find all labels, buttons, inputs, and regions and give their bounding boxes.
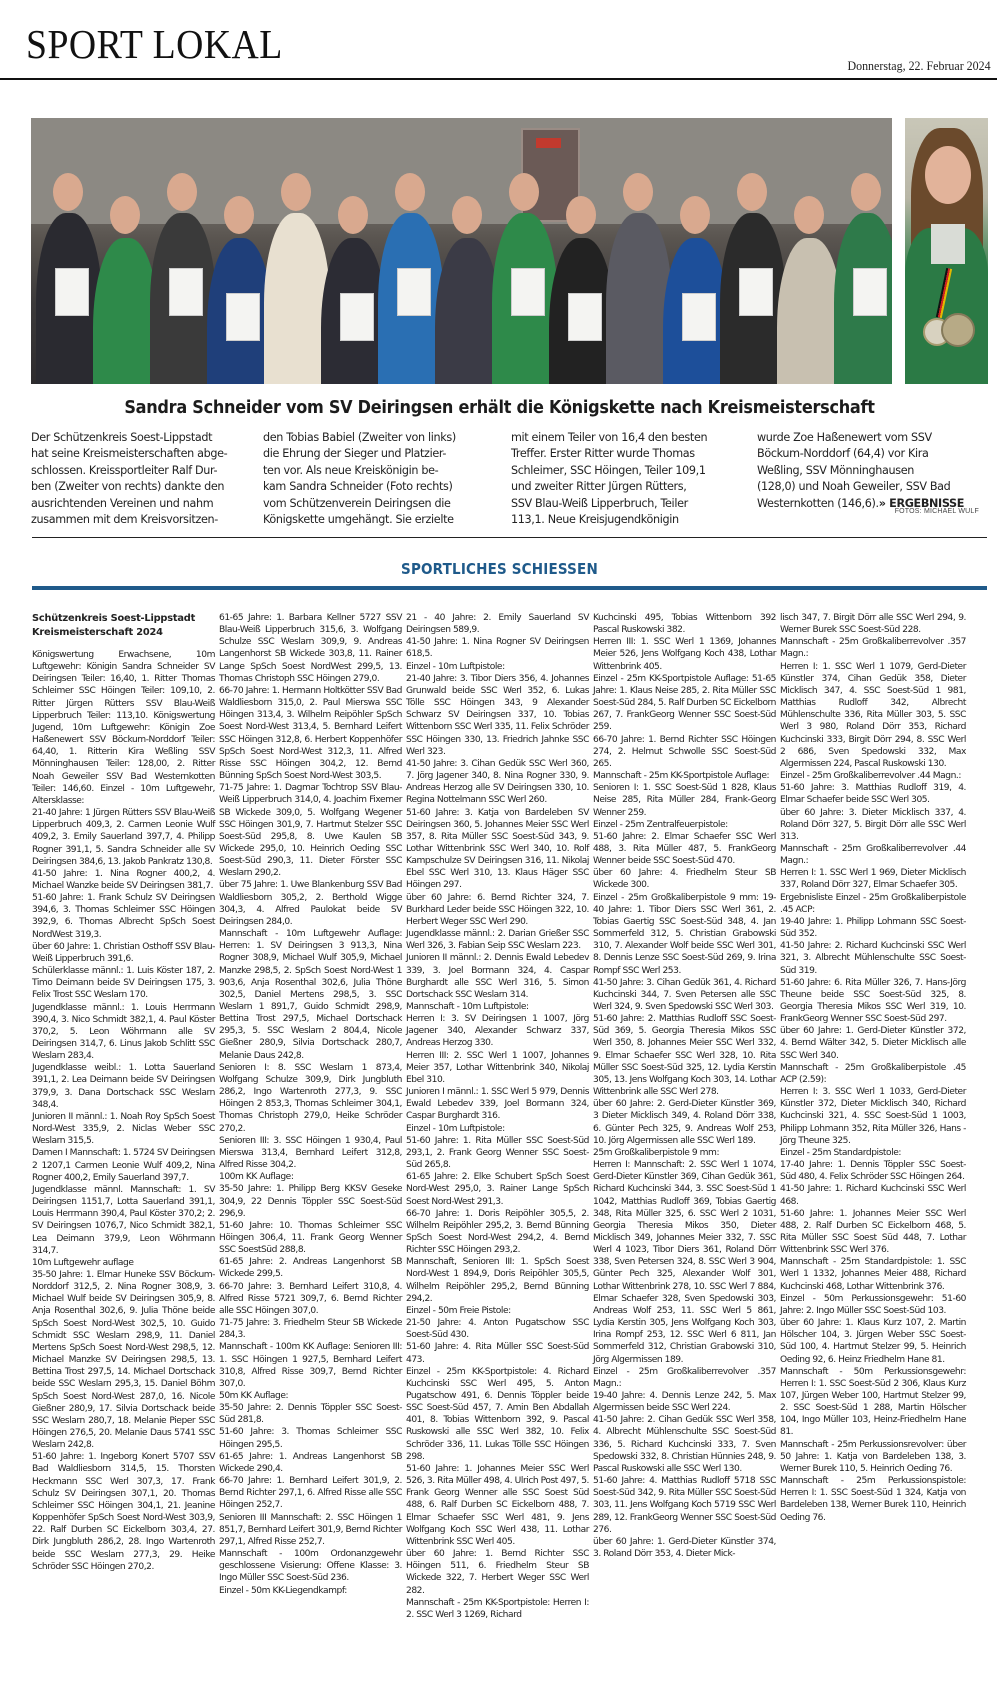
photo-person-head bbox=[167, 173, 197, 211]
photo-person-head bbox=[452, 196, 482, 234]
results-heading-line1: Schützenkreis Soest-Lippstadt bbox=[32, 613, 196, 624]
photo-person-head bbox=[851, 173, 881, 211]
group-photo bbox=[31, 118, 892, 384]
result-entry: Senioren I: 8. SSC Weslarn 1 873,4, Wolfgang Schulze 309,9, Dirk Jungbluth 286,2, Ingo Wartenroth 277,3, 9. SSC Höingen 2 853,3, Thomas Schleimer 304,1, Thomas Christoph 279,0, Heike Schröder 270,2. bbox=[219, 1062, 402, 1134]
result-entry: Mannschaft - 25m Perkussionsrevolver: über 50 Jahre: 1. Katja von Bardeleben 138, 3. Werner Burek 110, 5. Heinrich Oeding 76. bbox=[780, 1439, 966, 1474]
result-entry: 71-75 Jahre: 1. Dagmar Tochtrop SSV Blau-Weiß Lipperbruch 314,0, 4. Joachim Fixemer SB Wickede 309,0, 5. Wolfgang Wegener SSC Höingen 301,9, 7. Hartmut Stelzer SSC Soest-Süd 295,8, 8. Uwe Kaulen SB Wickede 295,0, 10. Heinrich Oeding SSC Soest-Süd 290,3, 11. Dieter Förster SSC Weslarn 290,2. bbox=[219, 783, 402, 879]
result-entry: Mannschaft - 25m Perkussionspistole: Herren I: 1. SSC Soest-Süd 1 324, Katja von Bardeleben 138, Werner Burek 110, Heinrich Oeding 76. bbox=[780, 1476, 966, 1523]
result-entry: 51-60 Jahre: 2. Matthias Rudloff SSC Soest-Süd 369, 5. Georgia Theresia Mikos SSC Werl 350, 8. Johannes Meier SSC Werl 332, 9. Elmar Schaefer SSC Werl 328, 10. Rita Müller SSC Soest-Süd 325, 12. Lydia Kerstin 305, 13. Jens Wolfgang Koch 303, 14. Lothar Wittenbrink alle SSC Werl 278. bbox=[593, 1014, 776, 1098]
result-entry: Junioren II männl.: 2. Dennis Ewald Lebedev 339, 3. Joel Bormann 324, 4. Caspar Burghardt alle SSC Werl 316, 5. Simon Dortschack SSC Weslarn 314. bbox=[406, 953, 589, 1000]
result-entry: Mannschaft - 25m Standardpistole: 1. SSC Werl 1 1332, Johannes Meier 488, Richard Kuchcinski 468, Lothar Wittenbrink 376. bbox=[780, 1257, 966, 1292]
intro-line: SSV Blau-Weiß Lipperbruch, Teiler bbox=[511, 496, 688, 510]
result-entry: 35-50 Jahre: 2. Dennis Töppler SSC Soest-Süd 281,8. bbox=[219, 1403, 402, 1426]
certificate bbox=[853, 268, 887, 316]
medal-icon-2 bbox=[941, 313, 975, 347]
result-entry: 41-50 Jahre: 1. Nina Rogner SV Deiringsen 618,5. bbox=[406, 637, 589, 660]
result-entry: Damen I Mannschaft: 1. 5724 SV Deiringsen 2 1207,1 Carmen Leonie Wulf 409,2, Nina Rogner 400,2, Emily Sauerland 397,7. bbox=[32, 1148, 215, 1183]
result-entry: Mannschaft - 100m Ordonanzgewehr geschlossene Visierung: Offene Klasse: 3. Ingo Müller SSC Soest-Süd 236. bbox=[219, 1549, 402, 1584]
intro-line: Weßling, SSV Mönninghausen bbox=[757, 463, 914, 477]
intro-line: wurde Zoe Haßenewert vom SSV bbox=[757, 431, 932, 444]
result-entry: über 60 Jahre: 6. Bernd Richter 324, 7. Burkhard Leder beide SSC Höingen 322, 10. Herbert Weger SSC Werl 290. bbox=[406, 892, 589, 927]
section-divider bbox=[32, 537, 987, 538]
photo-person-head bbox=[737, 173, 767, 211]
results-column-5 bbox=[780, 612, 966, 1524]
result-entry: Herren I: 1. SSC Werl 1 969, Dieter Micklisch 337, Roland Dörr 327, Elmar Schaefer 305. bbox=[780, 868, 966, 891]
photo-door-sign bbox=[536, 138, 561, 148]
section-blue-rule bbox=[32, 586, 987, 590]
result-entry: über 60 Jahre: 1. Christian Osthoff SSV Blau-Weiß Lipperbruch 391,6. bbox=[32, 941, 215, 964]
photo-person-head bbox=[110, 196, 140, 234]
intro-line: ausrichtenden Vereinen und nahm bbox=[31, 496, 214, 510]
result-entry: 41-50 Jahre: 2. Richard Kuchcinski SSC Werl 321, 3. Albrecht Mühlenschulte SSC Soest-Süd 319. bbox=[780, 941, 966, 976]
result-entry: Junioren II männl.: 1. Noah Roy SpSch Soest Nord-West 335,9, 2. Niclas Weber SSC Weslarn 315,5. bbox=[32, 1111, 215, 1147]
result-entry: 51-60 Jahre: 2. Elmar Schaefer SSC Werl 488, 3. Rita Müller 487, 5. FrankGeorg Wenner beide SSC Soest-Süd 470. bbox=[593, 831, 776, 867]
result-entry: Königswertung Erwachsene, 10m Luftgewehr: Königin Sandra Schneider SV Deiringsen Teiler: 16,40, 1. Ritter Thomas Schleimer SSC Höingen Teiler: 109,10, 2. Ritter Jürgen Rütters SSV Blau-Weiß Lipperbruch Teiler: 113,10. Königswertung Jugend, 10m Luftgewehr: Königin Zoe Haßenewert SSV Böckum-Norddorf Teiler: 64,40, 1. Ritterin Kira Weßling SSV Mönninghausen Teiler: 128,00, 2. Ritter Noah Geweiler SSV Bad Westernkotten Teiler: 146,60. Einzel - 10m Luftgewehr, Altersklasse: bbox=[32, 650, 215, 806]
result-entry: lisch 347, 7. Birgit Dörr alle SSC Werl 294, 9. Werner Burek SSC Soest-Süd 228. bbox=[780, 613, 966, 636]
result-entry: 41-50 Jahre: 1. Richard Kuchcinski SSC Werl 468. bbox=[780, 1184, 966, 1207]
results-column-3 bbox=[406, 612, 589, 1621]
result-entry: 19-40 Jahre: 4. Dennis Lenze 242, 5. Max Algermissen beide SSC Werl 224. bbox=[593, 1391, 776, 1414]
intro-line: vom Schützenverein Deiringsen die bbox=[263, 496, 451, 510]
result-entry: 61-65 Jahre: 2. Elke Schubert SpSch Soest Nord-West 295,0, 3. Rainer Lange SpSch Soest Nord-West 291,3. bbox=[406, 1172, 589, 1207]
result-entry: über 60 Jahre: 2. Gerd-Dieter Künstler 369, 3 Dieter Micklisch 349, 4. Roland Dörr 338, 6. Günter Pech 325, 9. Andreas Wolf 253, 10. Jörg Algermissen alle SSC Werl 189. bbox=[593, 1099, 776, 1146]
masthead-title: SPORT LOKAL bbox=[26, 21, 283, 67]
result-entry: 66-70 Jahre: 3. Bernhard Leifert 310,8, 4. Alfred Risse 5721 309,7, 6. Bernd Richter alle SSC Höingen 307,0. bbox=[219, 1281, 402, 1316]
result-entry: Mannschaft, Senioren III: 1. SpSch Soest Nord-West 1 894,9, Doris Reipöhler 305,5, Wilhelm Reipöhler 295,2, Bernd Bünning 294,2. bbox=[406, 1257, 589, 1304]
portrait-photo bbox=[905, 118, 988, 384]
intro-line: mit einem Teiler von 16,4 den besten bbox=[511, 431, 708, 444]
result-entry: Mannschaft - 50m Perkussionsgewehr: Herren I: 1. SSC Soest-Süd 2 306, Klaus Kurz 107, Jürgen Weber 100, Hartmut Stelzer 99, 2. SSC Soest-Süd 1 288, Martin Hölscher 104, Ingo Müller 103, Heinz-Friedhelm Hane 81. bbox=[780, 1366, 966, 1438]
issue-date: Donnerstag, 22. Februar 2024 bbox=[847, 58, 991, 73]
photo-credit: FOTOS: MICHAEL WULF bbox=[894, 508, 979, 515]
photo-person-head bbox=[224, 196, 254, 234]
result-entry: 41-50 Jahre: 3. Cihan Gedük SSC Werl 360, 7. Jörg Jagener 340, 8. Nina Rogner 330, 9. Andreas Herzog alle SV Deiringsen 330, 10. Regina Nottelmann SSC Werl 260. bbox=[406, 758, 589, 806]
result-entry: Herren III: 2. SSC Werl 1 1007, Johannes Meier 357, Lothar Wittenbrink 340, Nikolaj Ebel 310. bbox=[406, 1050, 589, 1085]
more-results-link[interactable]: » ERGEBNISSE bbox=[878, 496, 965, 510]
result-entry: Mannschaft - 10m Luftpistole: bbox=[406, 1002, 529, 1012]
result-entry: 51-60 Jahre: 3. Matthias Rudloff 319, 4. Elmar Schaefer beide SSC Werl 305. bbox=[780, 783, 966, 806]
result-entry: Herren I: 3. SSC Werl 1 1033, Gerd-Dieter Künstler 372, Dieter Micklisch 340, Richard Kuchcinski 321, 4. SSC Soest-Süd 1 1003, Philipp Lohmann 352, Rita Müller 326, Hans - Jörg Theune 325. bbox=[780, 1087, 966, 1146]
result-entry: Einzel - 50m KK-Liegendkampf: bbox=[219, 1585, 347, 1596]
result-entry: Mannschaft - 25m Großkaliberrevolver .357 Magn.: bbox=[780, 637, 966, 660]
intro-column-1 bbox=[31, 430, 227, 528]
result-entry: 51-60 Jahre: 1. Frank Schulz SV Deiringsen 394,6, 3. Thomas Schleimer SSC Höingen 392,9, 6. Thomas Albrecht SpSch Soest NordWest 319,3. bbox=[32, 893, 215, 940]
result-entry: 61-65 Jahre: 2. Andreas Langenhorst SB Wickede 299,5. bbox=[219, 1257, 402, 1280]
result-entry: 61-65 Jahre: 1. Andreas Langenhorst SB Wickede 290,4. bbox=[219, 1451, 402, 1474]
intro-line: Westernkotten (146,6).» ERGEBNISSE bbox=[757, 496, 965, 510]
intro-column-4 bbox=[757, 430, 964, 512]
results-column-2 bbox=[219, 612, 402, 1597]
result-entry: 35-50 Jahre: 1. Elmar Huneke SSV Böckum-Norddorf 312,5, 2. Nina Rogner 308,9, 3. Michael Wulf beide SV Deiringsen 305,9, 8. Anja Rosenthal 302,6, 9. Julia Thöne beide SpSch Soest Nord-West 302,5, 10. Guido Schmidt SSC Weslarn 298,9, 11. Daniel Mertens SpSch Soest Nord-West 298,5, 12. Michael Manzke SV Deiringsen 298,5, 13. Bettina Trost 297,5, 14. Michael Dortschack beide SSC Weslarn 295,3, 15. Daniel Böhm SpSch Soest Nord-West 287,0, 16. Nicole Gießner 280,9, 17. Silvia Dortschack beide SSC Weslarn 280,7, 18. Melanie Pieper SSC Höingen 276,5, 20. Melanie Daus 5741 SSC Weslarn 242,8. bbox=[32, 1269, 215, 1451]
result-entry: 50m KK Auflage: bbox=[219, 1391, 289, 1401]
result-entry: Mannschaft - 25m KK-Sportpistole: Herren I: 2. SSC Werl 3 1269, Richard bbox=[406, 1597, 589, 1620]
result-entry: 100m KK Auflage: bbox=[219, 1172, 294, 1183]
result-entry: Schülerklasse männl.: 1. Luis Köster 187, 2. Timo Deimann beide SV Deiringsen 175, 3. Felix Trost SSC Weslarn 170. bbox=[32, 966, 215, 1001]
result-entry: Herren III: 1. SSC Werl 1 1369, Johannes Meier 526, Jens Wolfgang Koch 438, Lothar Wittenbrink 405. bbox=[593, 637, 776, 672]
result-entry: 35-50 Jahre: 1. Philipp Berg KKSV Geseke 304,9, 22 Dennis Töppler SSC Soest-Süd 296,9. bbox=[219, 1184, 402, 1219]
certificate bbox=[340, 293, 374, 341]
result-entry: 51-60 Jahre: 1. Ingeborg Konert 5707 SSV Bad Waldliesborn 314,5, 15. Thorsten Heckmann SSC Werl 307,3, 17. Frank Schulz SV Deiringsen 307,1, 20. Thomas Schleimer SSC Höingen 304,1, 21. Jeanine Koppenhöfer SpSch Soest Nord-West 303,9, 22. Ralf Durben SC Eickelborn 303,4, 27. Dirk Jungbluth 286,2, 28. Ingo Wartenroth beide SSC Weslarn 277,3, 29. Heike Schröder SSC Höingen 270,2. bbox=[32, 1452, 215, 1572]
result-entry: Jugendklasse männl. Mannschaft: 1. SV Deiringsen 1151,7, Lotta Sauerland 391,1, Louis Herrmann 390,4, Paul Köster 370,2; 2. SV Deiringsen 1076,7, Nico Schmidt 382,1, Lea Deimann 379,9, Leon Wöhrmann 314,7. bbox=[32, 1184, 215, 1256]
intro-line: zusammen mit dem Kreisvorsitzen- bbox=[31, 513, 218, 527]
header-divider bbox=[0, 78, 997, 80]
result-entry: über 60 Jahre: 1. Klaus Kurz 107, 2. Martin Hölscher 104, 3. Jürgen Weber SSC Soest-Süd 100, 4. Hartmut Stelzer 99, 5. Heinrich Oeding 92, 6. Heinz Friedhelm Hane 81. bbox=[780, 1318, 966, 1365]
intro-line: (128,0) und Noah Geweiler, SSV Bad bbox=[757, 480, 951, 494]
results-column-4 bbox=[593, 612, 776, 1560]
result-entry: über 60 Jahre: 1. Bernd Richter SSC Höingen 511, 6. Friedhelm Steur SB Wickede 322, 7. Herbert Weger SSC Werl 282. bbox=[406, 1549, 589, 1596]
result-entry: 66-70 Jahre: 1. Bernhard Leifert 301,9, 2. Bernd Richter 297,1, 6. Alfred Risse alle SSC Höingen 252,7. bbox=[219, 1476, 402, 1511]
result-entry: Junioren I männl.: 1. SSC Werl 5 979, Dennis Ewald Lebedev 339, Joel Bormann 324, Caspar Burghardt 316. bbox=[406, 1087, 589, 1122]
portrait-collar bbox=[931, 224, 965, 264]
result-entry: 66-70 Jahre: 1. Doris Reipöhler 305,5, 2. Wilhelm Reipöhler 295,2, 3. Bernd Bünning SpSch Soest Nord-West 294,2, 4. Bernd Richter SSC Höingen 293,2. bbox=[406, 1208, 589, 1256]
result-entry: Einzel - 25m Großkaliberrevolver .357 Magn.: bbox=[593, 1366, 776, 1389]
article-headline: Sandra Schneider vom SV Deiringsen erhält die Königskette nach Kreismeisterschaft bbox=[124, 398, 875, 418]
result-entry: Mannschaft - 10m Luftgewehr Auflage: Herren: 1. SV Deiringsen 3 913,3, Nina Rogner 308,9, Michael Wulf 305,9, Michael Manzke 298,5, 2. SpSch Soest Nord-West 1 903,6, Anja Rosenthal 302,6, Julia Thöne 302,5, Daniel Mertens 298,5, 3. SSC Weslarn 1 891,7, Guido Schmidt 298,9, Bettina Trost 297,5, Michael Dortschack 295,3, 5. SSC Weslarn 2 804,4, Nicole Gießner 280,9, Silvia Dortschack 280,7, Melanie Daus 242,8. bbox=[219, 929, 402, 1061]
result-entry: 61-65 Jahre: 1. Barbara Kellner 5727 SSV Blau-Weiß Lipperbruch 315,6, 3. Wolfgang Schulze SSC Weslarn 309,9, 9. Andreas Langenhorst SB Wickede 303,8, 11. Rainer Lange SpSch Soest NordWest 299,5, 13. Thomas Christoph SSC Höingen 279,0. bbox=[219, 613, 402, 684]
result-entry: Mannschaft - 100m KK Auflage: Senioren III: 1. SSC Höingen 1 927,5, Bernhard Leifert 310,8, Alfred Risse 309,7, Bernd Richter 307,0. bbox=[219, 1342, 402, 1389]
result-entry: 51-60 Jahre: 4. Matthias Rudloff 5718 SSC Soest-Süd 342, 9. Rita Müller SSC Soest-Süd 303, 11. Jens Wolfgang Koch 5719 SSC Werl 289, 12. FrankGeorg Wenner SSC Soest-Süd 276. bbox=[593, 1476, 776, 1535]
photo-person-head bbox=[509, 173, 539, 211]
result-entry: 21 - 40 Jahre: 2. Emily Sauerland SV Deiringsen 589,9. bbox=[406, 613, 589, 636]
result-entry: 25m Großkaliberpistole 9 mm: bbox=[593, 1147, 720, 1158]
certificate bbox=[568, 293, 602, 341]
result-entry: 66-70 Jahre: 1. Hermann Holtkötter SSV Bad Waldliesborn 315,0, 2. Paul Mierswa SSC Höingen 313,4, 3. Wilhelm Reipöhler SpSch Soest Nord-West 313,4, 5. Bernhard Leifert SSC Höingen 312,8, 6. Herbert Koppenhöfer SpSch Soest Nord-West 312,3, 11. Alfred Risse SSC Höingen 304,2, 12. Bernd Bünning SpSch Soest Nord-West 303,5. bbox=[219, 685, 402, 782]
section-title: SPORTLICHES SCHIESSEN bbox=[401, 560, 598, 578]
intro-line: ben (Zweiter von rechts) dankte den bbox=[31, 480, 225, 494]
result-entry: 51-60 Jahre: 1. Johannes Meier SSC Werl 488, 2. Ralf Durben SC Eickelborn 468, 5. Rita Müller SSC Soest Süd 448, 7. Lothar Wittenbrink SSC Werl 376. bbox=[780, 1208, 966, 1256]
result-entry: Einzel - 10m Luftpistole: bbox=[406, 1123, 505, 1134]
result-entry: Jugendklasse weibl.: 1. Lotta Sauerland 391,1, 2. Lea Deimann beide SV Deiringsen 379,9, 3. Dana Dortschack SSC Weslarn 348,4. bbox=[32, 1063, 215, 1110]
intro-line: den Tobias Babiel (Zweiter von links) bbox=[263, 431, 456, 444]
intro-line: die Ehrung der Sieger und Platzier- bbox=[263, 447, 447, 461]
result-entry: Einzel - 25m Großkaliberpistole 9 mm: 19-40 Jahre: 1. Tibor Diers SSC Werl 361, 2. Tobias Gaertig SSC Soest-Süd 348, 4. Jan Sommerfeld 312, 5. Christian Grabowski 310, 7. Alexander Wolf beide SSC Werl 301, 8. Dennis Lenze SSC Soest-Süd 269, 9. Irina Rompf SSC Werl 253. bbox=[593, 892, 776, 976]
photo-person-head bbox=[53, 173, 83, 211]
result-entry: über 75 Jahre: 1. Uwe Blankenburg SSV Bad Waldliesborn 305,2, 2. Berthold Wigge 304,3, 4. Alfred Paulokat beide SV Deiringsen 284,0. bbox=[219, 880, 402, 927]
portrait-face bbox=[925, 146, 971, 204]
result-entry: 66-70 Jahre: 1. Bernd Richter SSC Höingen 274, 2. Helmut Schwolle SSC Soest-Süd 265. bbox=[593, 734, 776, 769]
intro-line: hat seine Kreismeisterschaften abge- bbox=[31, 447, 228, 461]
result-entry: Einzel - 25m Standardpistole: bbox=[780, 1147, 901, 1158]
result-entry: 71-75 Jahre: 3. Friedhelm Steur SB Wickede 284,3. bbox=[219, 1318, 402, 1341]
result-entry: Herren I: Mannschaft: 2. SSC Werl 1 1074, Gerd-Dieter Künstler 369, Cihan Gedük 361, Richard Kuchcinski 344, 3. SSC Soest-Süd 1 1042, Matthias Rudloff 369, Tobias Gaertig 348, Rita Müller 325, 6. SSC Werl 2 1031, Georgia Theresia Mikos 350, Dieter Micklisch 349, Johannes Meier 332, 7. SSC Werl 4 1023, Tibor Diers 361, Roland Dörr 338, Sven Petersen 324, 8. SSC Werl 3 904, Günter Pech 325, Alexander Wolf 301, Lothar Wittenbrink 278, 10. SSC Werl 7 884, Elmar Schaefer 328, Sven Spedowski 303, Andreas Wolf 253, 11. SSC Werl 5 861, Lydia Kerstin 305, Jens Wolfgang Koch 303, Irina Rompf 253, 12. SSC Werl 6 811, Jan Sommerfeld 312, Christian Grabowski 310, Jörg Algermissen 189. bbox=[593, 1160, 776, 1365]
results-heading-line2: Kreismeisterschaft 2024 bbox=[32, 626, 163, 638]
result-entry: Einzel - 25m Großkaliberrevolver .44 Magn.: bbox=[780, 771, 961, 782]
intro-line: Treffer. Erster Ritter wurde Thomas bbox=[511, 447, 695, 461]
intro-line: und zweiter Ritter Jürgen Rütters, bbox=[511, 480, 687, 494]
photo-person-head bbox=[395, 173, 425, 211]
result-entry: Mannschaft - 25m KK-Sportpistole Auflage: bbox=[593, 771, 770, 782]
result-entry: 51-60 Jahre: 10. Thomas Schleimer SSC Höingen 306,4, 11. Frank Georg Wenner SSC SoestSüd 288,8. bbox=[219, 1220, 402, 1256]
intro-column-2 bbox=[263, 430, 456, 528]
intro-line: kam Sandra Schneider (Foto rechts) bbox=[263, 480, 453, 494]
certificate bbox=[55, 268, 89, 316]
result-entry: Einzel - 25m KK-Sportpistole: 4. Richard Kuchcinski SSC Werl 495, 5. Anton Pugatschow 491, 6. Dennis Töppler beide SSC Soest-Süd 457, 7. Amin Ben Abdallah 401, 8. Tobias Wittenborn 392, 9. Pascal Ruskowski alle SSC Werl 382, 10. Felix Schröder 336, 11. Lukas Tölle SSC Höingen 298. bbox=[406, 1366, 589, 1462]
result-entry: Einzel - 50m Freie Pistole: bbox=[406, 1305, 511, 1316]
result-entry: Jugendklasse männl.: 1. Louis Herrmann 390,4, 3. Nico Schmidt 382,1, 4. Paul Köster 370,2, 5. Leon Wöhrmann alle SV Deiringsen 314,7, 6. Linus Jakob Schlitt SSC Weslarn 283,4. bbox=[32, 1002, 215, 1062]
result-entry: Kuchcinski 495, Tobias Wittenborn 392 Pascal Ruskowski 382. bbox=[593, 613, 776, 636]
result-entry: Jugendklasse männl.: 2. Darian Grießer SSC Werl 326, 3. Fabian Seip SSC Weslarn 223. bbox=[406, 929, 589, 952]
photo-person-head bbox=[566, 196, 596, 234]
result-entry: 51-60 Jahre: 1. Johannes Meier SSC Werl 526, 3. Rita Müller 498, 4. Ulrich Post 497, 5. Frank Georg Wenner alle SSC Soest Süd 488, 6. Ralf Durben SC Eickelborn 488, 7. Elmar Schaefer SSC Werl 481, 9. Jens Wolfgang Koch SSC Werl 438, 11. Lothar Wittenbrink SSC Werl 405. bbox=[406, 1463, 589, 1547]
intro-column-3 bbox=[511, 430, 707, 528]
results-column-1 bbox=[32, 612, 215, 1573]
result-entry: 21-40 Jahre: 3. Tibor Diers 356, 4. Johannes Grunwald beide SSC Werl 352, 6. Lukas Tölle SSC Höingen 343, 9 Alexander Schwarz SV Deiringsen 337, 10. Tobias Wittenborn SSC Werl 335, 11. Felix Schröder SSC Höingen 330, 13. Friedrich Jahnke SSC Werl 323. bbox=[406, 673, 589, 757]
photo-person-head bbox=[680, 196, 710, 234]
photo-person-head bbox=[623, 173, 653, 211]
result-entry: 10m Luftgewehr auflage bbox=[32, 1257, 134, 1268]
result-entry: Senioren III Mannschaft: 2. SSC Höingen 1 851,7, Bernhard Leifert 301,9, Bernd Richter 297,1, Alfred Risse 252,7. bbox=[219, 1512, 402, 1547]
result-entry: über 60 Jahre: 3. Dieter Micklisch 337, 4. Roland Dörr 327, 5. Birgit Dörr alle SSC Werl 313. bbox=[780, 807, 966, 842]
intro-line: Der Schützenkreis Soest-Lippstadt bbox=[31, 431, 213, 444]
intro-line: Königskette umgehängt. Sie erzielte bbox=[263, 513, 454, 527]
intro-line: Böckum-Norddorf (64,4) vor Kira bbox=[757, 447, 929, 461]
results-heading bbox=[32, 612, 215, 639]
certificate bbox=[169, 268, 203, 316]
result-entry: 51-60 Jahre: 6. Rita Müller 326, 7. Hans-Jörg Theune beide SSC Soest-Süd 325, 8. Georgia Theresia Mikos SSC Werl 319, 10. FrankGeorg Wenner SSC Soest-Süd 297. bbox=[780, 977, 966, 1025]
photo-person-head bbox=[338, 196, 368, 234]
certificate bbox=[682, 293, 716, 341]
result-entry: Mannschaft - 25m Großkaliberpistole .45 ACP (2.59): bbox=[780, 1062, 966, 1085]
certificate bbox=[226, 293, 260, 341]
result-entry: 21-40 Jahre: 1 Jürgen Rütters SSV Blau-Weiß Lipperbruch 409,3, 2. Carmen Leonie Wulf 409,2, 3. Emily Sauerland 397,7, 4. Philipp Rogner 391,1, 5. Sandra Schneider alle SV Deiringsen 384,6, 13. Jakob Pankratz 130,8. bbox=[32, 808, 215, 867]
result-entry: Senioren III: 3. SSC Höingen 1 930,4, Paul Mierswa 313,4, Bernhard Leifert 312,8, Alfred Risse 304,2. bbox=[219, 1135, 402, 1171]
result-entry: Einzel - 10m Luftpistole: bbox=[406, 661, 505, 672]
result-entry: Einzel - 50m Perkussionsgewehr: 51-60 Jahre: 2. Ingo Müller SSC Soest-Süd 103. bbox=[780, 1293, 966, 1316]
intro-line: 113,1. Neue Kreisjugendkönigin bbox=[511, 513, 679, 527]
result-entry: Herren I: 3. SV Deiringsen 1 1007, Jörg Jagener 340, Alexander Schwarz 337, Andreas Herzog 330. bbox=[406, 1014, 589, 1049]
photo-person-head bbox=[281, 173, 311, 211]
intro-line: Schleimer, SSC Höingen, Teiler 109,1 bbox=[511, 463, 706, 477]
result-entry: 17-40 Jahre: 1. Dennis Töppler SSC Soest-Süd 480, 4. Felix Schröder SSC Höingen 264. bbox=[780, 1160, 966, 1183]
result-entry: 51-60 Jahre: 1. Rita Müller SSC Soest-Süd 293,1, 2. Frank Georg Wenner SSC Soest-Süd 265,8. bbox=[406, 1135, 589, 1171]
result-entry: 41-50 Jahre: 1. Nina Rogner 400,2, 4. Michael Wanzke beide SV Deiringsen 381,7. bbox=[32, 868, 215, 891]
result-entry: 51-60 Jahre: 4. Rita Müller SSC Soest-Süd 473. bbox=[406, 1342, 589, 1365]
result-entry: Senioren I: 1. SSC Soest-Süd 1 828, Klaus Neise 285, Rita Müller 284, Frank-Georg Wenner 259. bbox=[593, 783, 776, 818]
intro-line: schlossen. Kreissportleiter Ralf Dur- bbox=[31, 463, 218, 477]
result-entry: Einzel - 25m KK-Sportpistole Auflage: 51-65 Jahre: 1. Klaus Neise 285, 2. Rita Müller SSC Soest-Süd 284, 5. Ralf Durben SC Eickelborn 267, 7. FrankGeorg Wenner SSC Soest-Süd 259. bbox=[593, 673, 776, 733]
result-entry: über 60 Jahre: 1. Gerd-Dieter Künstler 374, 3. Roland Dörr 353, 4. Dieter Mick- bbox=[593, 1536, 776, 1560]
result-entry: Herren I: 1. SSC Werl 1 1079, Gerd-Dieter Künstler 374, Cihan Gedük 358, Dieter Micklisch 347, 4. SSC Soest-Süd 1 981, Matthias Rudloff 342, Albrecht Mühlenschulte 336, Rita Müller 303, 5. SSC Werl 3 980, Roland Dörr 353, Richard Kuchcinski 333, Birgit Dörr 294, 8. SSC Werl 2 686, Sven Spedowski 332, Max Algermissen 224, Pascal Ruskowski 130. bbox=[780, 661, 966, 769]
photo-person-head bbox=[794, 196, 824, 234]
result-entry: 41-50 Jahre: 2. Cihan Gedük SSC Werl 358, 4. Albrecht Mühlenschulte SSC Soest-Süd 336, 5. Richard Kuchcinski 333, 7. Sven Spedowski 332, 8. Christian Hünnies 248, 9. Pascal Ruskowski alle SSC Werl 130. bbox=[593, 1415, 776, 1474]
certificate bbox=[397, 268, 431, 316]
result-entry: über 60 Jahre: 1. Gerd-Dieter Künstler 372, 4. Bernd Wälter 342, 5. Dieter Micklisch alle SSC Werl 340. bbox=[780, 1026, 966, 1061]
intro-line: ten vor. Als neue Kreiskönigin be- bbox=[263, 463, 439, 477]
result-entry: 21-50 Jahre: 4. Anton Pugatschow SSC Soest-Süd 430. bbox=[406, 1318, 589, 1341]
certificate bbox=[739, 268, 773, 316]
result-entry: Ergebnisliste Einzel - 25m Großkaliberpistole .45 ACP: bbox=[780, 892, 966, 915]
result-entry: 19-40 Jahre: 1. Philipp Lohmann SSC Soest-Süd 352. bbox=[780, 916, 966, 940]
result-entry: 41-50 Jahre: 3. Cihan Gedük 361, 4. Richard Kuchcinski 344, 7. Sven Petersen alle SSC Werl 324, 9. Sven Spedowski SSC Werl 303. bbox=[593, 977, 776, 1012]
result-entry: 51-60 Jahre: 3. Katja von Bardeleben SV Deiringsen 360, 5. Johannes Meier SSC Werl 357, 8. Rita Müller SSC Soest-Süd 343, 9. Lothar Wittenbrink SSC Werl 340, 10. Rolf Kampschulze SV Deiringsen 316, 11. Nikolaj Ebel SSC Werl 310, 13. Klaus Häger SSC Höingen 297. bbox=[406, 807, 589, 891]
result-entry: 51-60 Jahre: 3. Thomas Schleimer SSC Höingen 295,5. bbox=[219, 1427, 402, 1450]
result-entry: Mannschaft - 25m Großkaliberrevolver .44 Magn.: bbox=[780, 843, 966, 867]
result-entry: über 60 Jahre: 4. Friedhelm Steur SB Wickede 300. bbox=[593, 868, 776, 891]
certificate bbox=[511, 268, 545, 316]
result-entry: Einzel - 25m Zentralfeuerpistole: bbox=[593, 819, 728, 830]
